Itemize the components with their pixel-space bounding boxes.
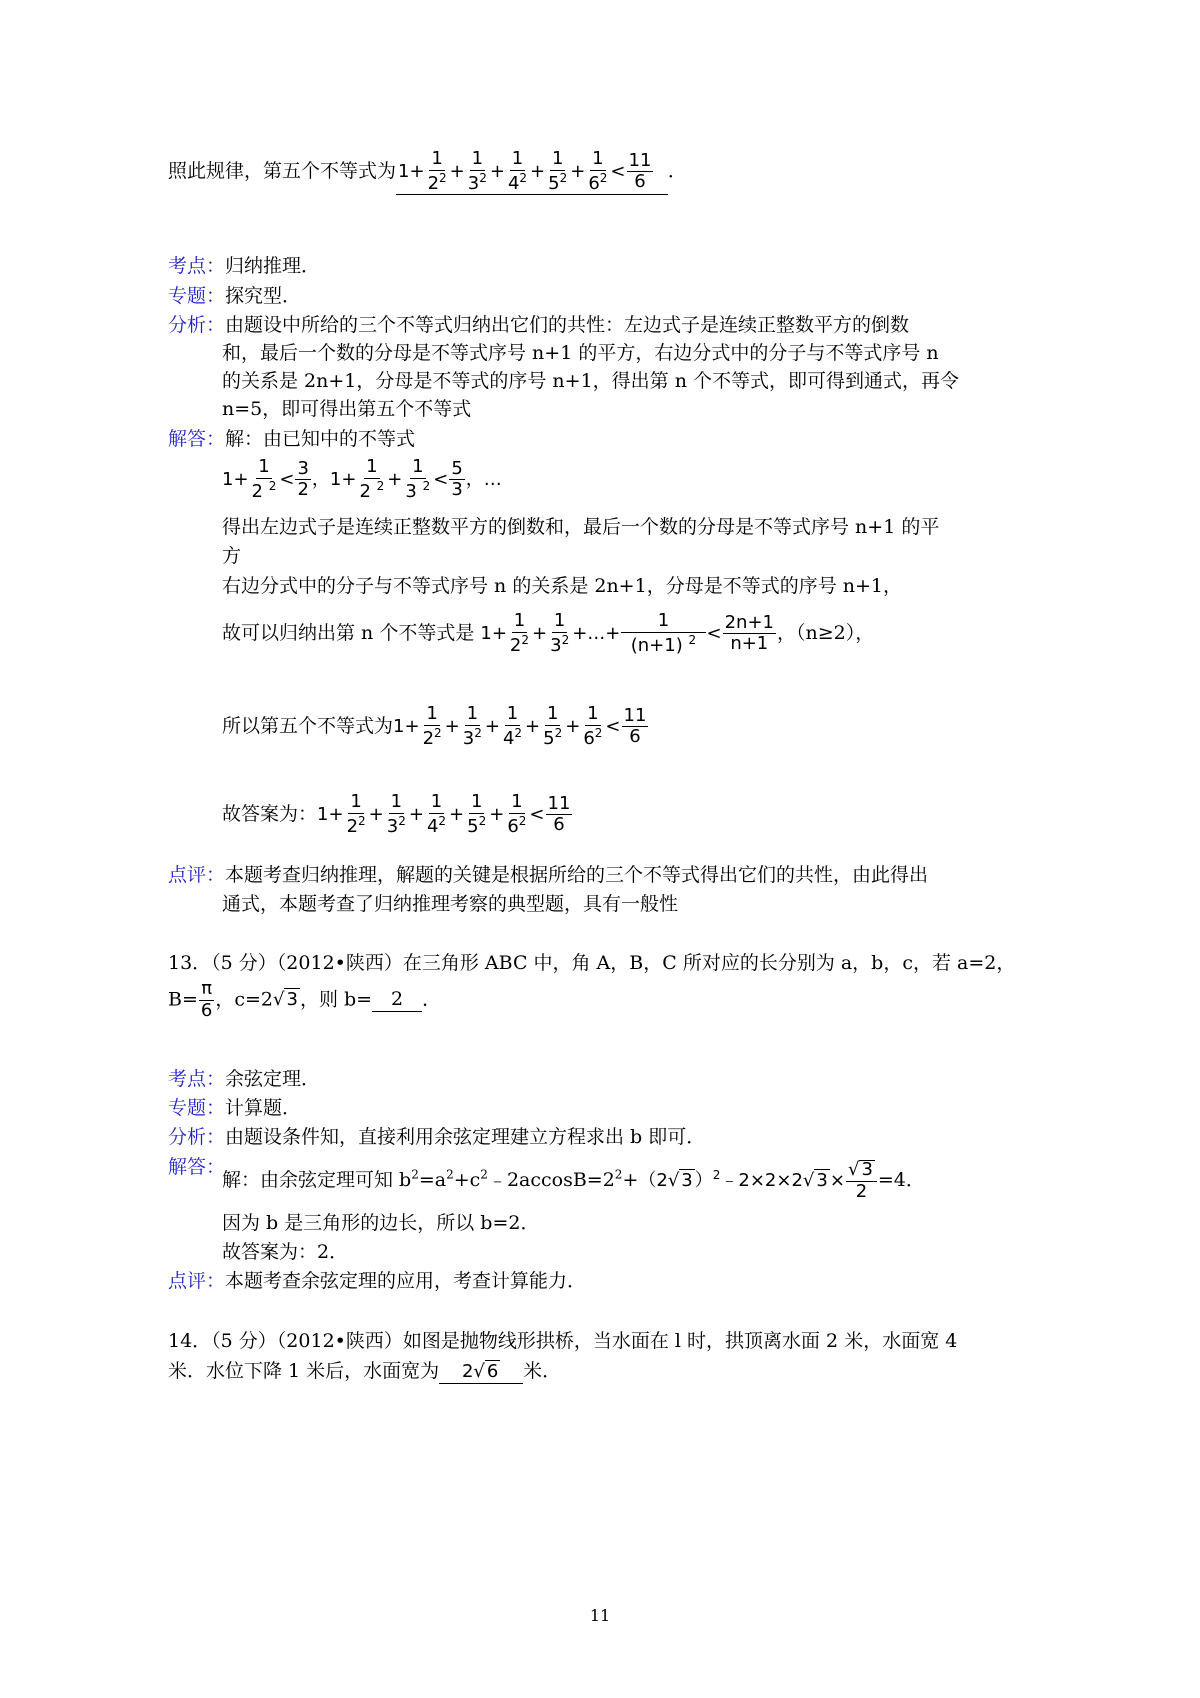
answer-row: 故答案为：1+ $\frac{1}{2^2}$ + $\frac{1}{3^2}$ + $\frac{1}{4^2}$ + $\frac{1}{5^2}$ + $\frac{1}{6^2}$ < $\frac{11}{6}$ [222,791,571,837]
intro-text: 照此规律，第五个不等式为 [168,159,397,182]
q13-kaodian: 考点：余弦定理． [168,1068,321,1090]
fenxi-line-3: 的关系是 2n+1，分母是不等式的序号 n+1，得出第 n 个不等式，即可得到通式，再令 [222,370,959,392]
fenxi-line-2: 和，最后一个数的分母是不等式序号 n+1 的平方，右边分式中的分子与不等式序号 n [222,342,939,364]
q13-answer: 2 [372,988,422,1012]
q13-jieda-2: 因为 b 是三角形的边长，所以 b=2． [222,1212,540,1234]
given-inequalities: 1+ $\frac{1}{2 ^2}$ < $\frac{3}{2}$ ，1+ $\frac{1}{2 ^2}$ + $\frac{1}{3 ^2}$ < $\frac{5}{3}$ ，… [222,456,502,502]
fenxi-line-4: n=5，即可得出第五个不等式 [222,398,472,420]
q13-stem: 13．（5 分）（2012•陕西）在三角形 ABC 中，角 A，B，C 所对应的长分别为 a，b，c，若 a=2， [168,952,1016,974]
q13-dianping: 点评：本题考查余弦定理的应用，考查计算能力． [168,1270,587,1292]
general-inequality-row: 故可以归纳出第 n 个不等式是 1+ $\frac{1}{2^2}$ + $\frac{1}{3^2}$ +…+ $\frac{1}{(n+1) ^2}$ < $\frac{2n+1}{n+1}$ ，（n≥2）， [222,610,875,656]
page-number: 11 [589,1606,611,1625]
fifth-inequality-row: 所以第五个不等式为1+ $\frac{1}{2^2}$ + $\frac{1}{3^2}$ + $\frac{1}{4^2}$ + $\frac{1}{5^2}$ + $\frac{1}{6^2}$ < $\frac{11}{6}$ [222,703,647,749]
fenxi-row: 分析：由题设中所给的三个不等式归纳出它们的共性：左边式子是连续正整数平方的倒数 [168,314,910,336]
jieda-line-3: 得出左边式子是连续正整数平方的倒数和，最后一个数的分母是不等式序号 n+1 的平 [222,516,940,538]
zhuanti-row: 专题：探究型． [168,285,302,307]
q13-zhuanti: 专题：计算题． [168,1097,302,1119]
jieda-row: 解答：解：由已知中的不等式 [168,428,416,450]
q13-stem-2: B= $\frac{\pi}{6}$ ，c=2√ 3 ，则 b= 2 ． [168,978,442,1021]
dianping-row: 点评：本题考查归纳推理，解题的关键是根据所给的三个不等式得出它们的共性，由此得出 [168,864,929,886]
jieda-line-5: 右边分式中的分子与不等式序号 n 的关系是 2n+1，分母是不等式的序号 n+1， [222,575,902,597]
q14-answer: 2√ 6 [439,1360,523,1384]
dianping-line-2: 通式，本题考查了归纳推理考察的典型题，具有一般性 [222,893,679,915]
q14-stem: 14．（5 分）（2012•陕西）如图是抛物线形拱桥，当水面在 l 时，拱顶离水面 2 米，水面宽 4 [168,1330,958,1352]
jieda-line-4: 方 [222,545,242,567]
q14-stem-2: 米．水位下降 1 米后，水面宽为 2√ 6 米． [168,1360,562,1382]
q13-jieda-3: 故答案为：2． [222,1241,349,1263]
answer-blank: 1+ $\frac{1}{2^2}$ + $\frac{1}{3^2}$ + $\frac{1}{4^2}$ + $\frac{1}{5^2}$ + $\frac{1}{6^2}$ < $\frac{11}{6}$ [396,150,668,195]
q13-fenxi: 分析：由题设条件知，直接利用余弦定理建立方程求出 b 即可． [168,1126,706,1148]
kaodian-row: 考点：归纳推理． [168,255,321,277]
q13-jieda-label: 解答： [168,1156,226,1178]
fifth-inequality-line: 照此规律，第五个不等式为 1+ $\frac{1}{2^2}$ + $\frac{1}{3^2}$ + $\frac{1}{4^2}$ + $\frac{1}{5^2}$ + $\frac{1}{6^2}$ < $\frac{11}{6}$ ． [168,148,687,194]
q13-jieda-formula: 解：由余弦定理可知 $b^2=a^2+c^2﹣2accosB=2^2+(2√$ 3 ）$^2$﹣2×2×2√ 3 × √ 3 2 =4． [222,1159,925,1202]
general-inequality-formula: 1+ $\frac{1}{2^2}$ + $\frac{1}{3^2}$ +…+ $\frac{1}{(n+1) ^2}$ < $\frac{2n+1}{n+1}$ [480,610,774,656]
